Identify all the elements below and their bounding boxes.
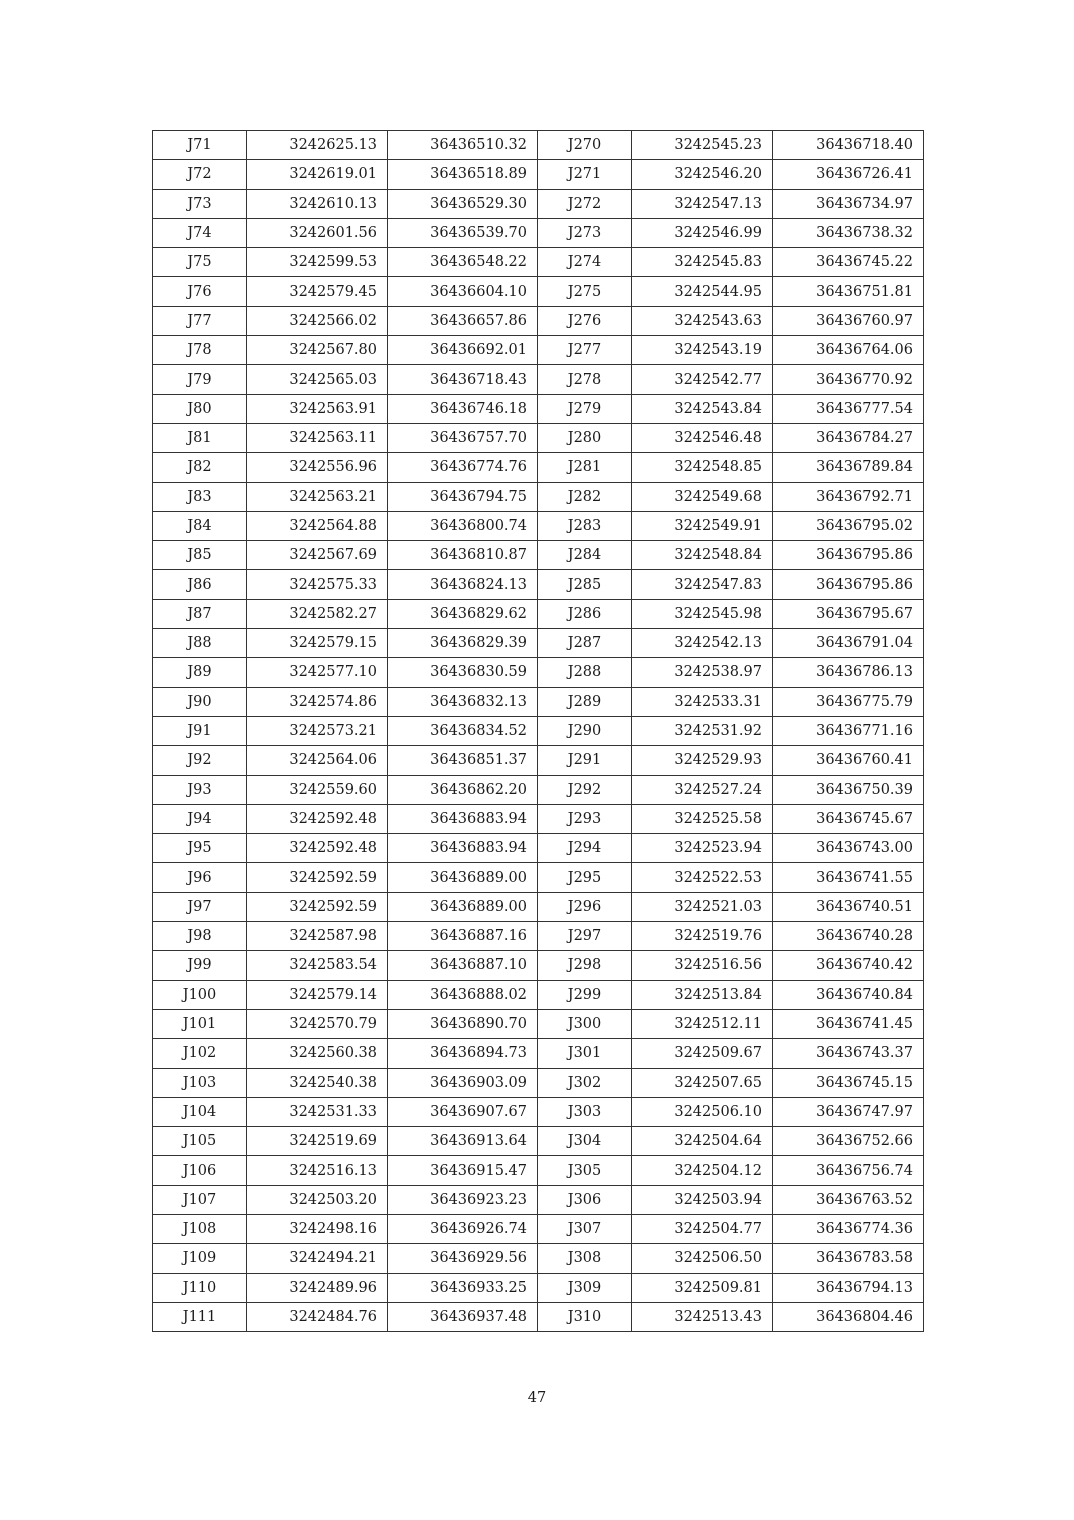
x-coordinate-left: 3242582.27 — [247, 599, 388, 628]
x-coordinate-left: 3242575.33 — [247, 570, 388, 599]
x-coordinate-left: 3242592.59 — [247, 892, 388, 921]
y-coordinate-right: 36436718.40 — [773, 131, 924, 160]
point-id-left: J83 — [153, 482, 247, 511]
x-coordinate-right: 3242531.92 — [632, 716, 773, 745]
x-coordinate-left: 3242564.88 — [247, 511, 388, 540]
x-coordinate-right: 3242512.11 — [632, 1009, 773, 1038]
x-coordinate-right: 3242516.56 — [632, 951, 773, 980]
y-coordinate-right: 36436770.92 — [773, 365, 924, 394]
point-id-left: J89 — [153, 658, 247, 687]
x-coordinate-left: 3242563.11 — [247, 423, 388, 452]
y-coordinate-right: 36436750.39 — [773, 775, 924, 804]
point-id-right: J302 — [538, 1068, 632, 1097]
point-id-left: J90 — [153, 687, 247, 716]
y-coordinate-left: 36436913.64 — [388, 1127, 538, 1156]
y-coordinate-right: 36436795.67 — [773, 599, 924, 628]
x-coordinate-right: 3242504.64 — [632, 1127, 773, 1156]
y-coordinate-right: 36436795.86 — [773, 541, 924, 570]
point-id-left: J88 — [153, 629, 247, 658]
point-id-left: J104 — [153, 1097, 247, 1126]
table-row — [153, 160, 924, 189]
point-id-right: J308 — [538, 1244, 632, 1273]
y-coordinate-left: 36436888.02 — [388, 980, 538, 1009]
point-id-right: J276 — [538, 306, 632, 335]
x-coordinate-left: 3242567.80 — [247, 336, 388, 365]
y-coordinate-left: 36436887.16 — [388, 922, 538, 951]
point-id-left: J71 — [153, 131, 247, 160]
y-coordinate-right: 36436794.13 — [773, 1273, 924, 1302]
point-id-left: J109 — [153, 1244, 247, 1273]
point-id-right: J282 — [538, 482, 632, 511]
y-coordinate-left: 36436890.70 — [388, 1009, 538, 1038]
point-id-left: J96 — [153, 863, 247, 892]
y-coordinate-left: 36436510.32 — [388, 131, 538, 160]
y-coordinate-right: 36436792.71 — [773, 482, 924, 511]
point-id-left: J85 — [153, 541, 247, 570]
point-id-right: J270 — [538, 131, 632, 160]
y-coordinate-right: 36436745.67 — [773, 804, 924, 833]
table-row — [153, 306, 924, 335]
y-coordinate-left: 36436923.23 — [388, 1185, 538, 1214]
x-coordinate-right: 3242549.68 — [632, 482, 773, 511]
point-id-right: J294 — [538, 834, 632, 863]
y-coordinate-left: 36436894.73 — [388, 1039, 538, 1068]
y-coordinate-left: 36436829.62 — [388, 599, 538, 628]
x-coordinate-right: 3242506.10 — [632, 1097, 773, 1126]
point-id-left: J102 — [153, 1039, 247, 1068]
y-coordinate-left: 36436834.52 — [388, 716, 538, 745]
x-coordinate-left: 3242610.13 — [247, 189, 388, 218]
x-coordinate-right: 3242527.24 — [632, 775, 773, 804]
point-id-left: J100 — [153, 980, 247, 1009]
point-id-right: J304 — [538, 1127, 632, 1156]
y-coordinate-right: 36436804.46 — [773, 1302, 924, 1331]
point-id-left: J74 — [153, 218, 247, 247]
x-coordinate-left: 3242540.38 — [247, 1068, 388, 1097]
point-id-right: J279 — [538, 394, 632, 423]
x-coordinate-left: 3242565.03 — [247, 365, 388, 394]
point-id-left: J79 — [153, 365, 247, 394]
y-coordinate-right: 36436775.79 — [773, 687, 924, 716]
table-row — [153, 277, 924, 306]
x-coordinate-right: 3242513.84 — [632, 980, 773, 1009]
y-coordinate-right: 36436740.84 — [773, 980, 924, 1009]
x-coordinate-right: 3242509.81 — [632, 1273, 773, 1302]
point-id-right: J295 — [538, 863, 632, 892]
table-row — [153, 218, 924, 247]
x-coordinate-right: 3242506.50 — [632, 1244, 773, 1273]
point-id-right: J285 — [538, 570, 632, 599]
point-id-left: J95 — [153, 834, 247, 863]
x-coordinate-left: 3242573.21 — [247, 716, 388, 745]
x-coordinate-right: 3242545.83 — [632, 248, 773, 277]
x-coordinate-left: 3242579.45 — [247, 277, 388, 306]
x-coordinate-left: 3242489.96 — [247, 1273, 388, 1302]
point-id-right: J289 — [538, 687, 632, 716]
point-id-right: J284 — [538, 541, 632, 570]
point-id-right: J297 — [538, 922, 632, 951]
x-coordinate-left: 3242563.21 — [247, 482, 388, 511]
table-row — [153, 1097, 924, 1126]
y-coordinate-left: 36436539.70 — [388, 218, 538, 247]
y-coordinate-left: 36436933.25 — [388, 1273, 538, 1302]
y-coordinate-left: 36436604.10 — [388, 277, 538, 306]
y-coordinate-left: 36436794.75 — [388, 482, 538, 511]
x-coordinate-left: 3242559.60 — [247, 775, 388, 804]
y-coordinate-left: 36436829.39 — [388, 629, 538, 658]
x-coordinate-right: 3242548.85 — [632, 453, 773, 482]
y-coordinate-left: 36436887.10 — [388, 951, 538, 980]
point-id-right: J298 — [538, 951, 632, 980]
x-coordinate-right: 3242547.83 — [632, 570, 773, 599]
x-coordinate-left: 3242577.10 — [247, 658, 388, 687]
x-coordinate-right: 3242545.98 — [632, 599, 773, 628]
y-coordinate-left: 36436915.47 — [388, 1156, 538, 1185]
y-coordinate-right: 36436764.06 — [773, 336, 924, 365]
x-coordinate-right: 3242504.77 — [632, 1214, 773, 1243]
table-row — [153, 746, 924, 775]
table-row — [153, 570, 924, 599]
point-id-right: J290 — [538, 716, 632, 745]
table-row — [153, 951, 924, 980]
x-coordinate-right: 3242543.63 — [632, 306, 773, 335]
y-coordinate-left: 36436774.76 — [388, 453, 538, 482]
point-id-right: J287 — [538, 629, 632, 658]
table-row — [153, 1302, 924, 1331]
y-coordinate-right: 36436747.97 — [773, 1097, 924, 1126]
x-coordinate-left: 3242592.59 — [247, 863, 388, 892]
point-id-left: J78 — [153, 336, 247, 365]
y-coordinate-right: 36436786.13 — [773, 658, 924, 687]
y-coordinate-left: 36436529.30 — [388, 189, 538, 218]
point-id-left: J97 — [153, 892, 247, 921]
y-coordinate-right: 36436741.55 — [773, 863, 924, 892]
y-coordinate-left: 36436657.86 — [388, 306, 538, 335]
x-coordinate-left: 3242564.06 — [247, 746, 388, 775]
y-coordinate-left: 36436862.20 — [388, 775, 538, 804]
y-coordinate-left: 36436889.00 — [388, 863, 538, 892]
point-id-left: J75 — [153, 248, 247, 277]
x-coordinate-right: 3242529.93 — [632, 746, 773, 775]
y-coordinate-right: 36436756.74 — [773, 1156, 924, 1185]
x-coordinate-right: 3242546.48 — [632, 423, 773, 452]
point-id-right: J288 — [538, 658, 632, 687]
point-id-left: J106 — [153, 1156, 247, 1185]
x-coordinate-left: 3242498.16 — [247, 1214, 388, 1243]
point-id-left: J73 — [153, 189, 247, 218]
point-id-left: J110 — [153, 1273, 247, 1302]
x-coordinate-left: 3242570.79 — [247, 1009, 388, 1038]
x-coordinate-right: 3242542.77 — [632, 365, 773, 394]
table-row — [153, 1214, 924, 1243]
table-row — [153, 453, 924, 482]
table-row — [153, 541, 924, 570]
table-row — [153, 629, 924, 658]
y-coordinate-right: 36436751.81 — [773, 277, 924, 306]
point-id-left: J84 — [153, 511, 247, 540]
y-coordinate-left: 36436929.56 — [388, 1244, 538, 1273]
x-coordinate-right: 3242544.95 — [632, 277, 773, 306]
x-coordinate-left: 3242601.56 — [247, 218, 388, 247]
y-coordinate-left: 36436883.94 — [388, 804, 538, 833]
y-coordinate-right: 36436740.51 — [773, 892, 924, 921]
table-row — [153, 1156, 924, 1185]
table-row — [153, 1039, 924, 1068]
y-coordinate-right: 36436726.41 — [773, 160, 924, 189]
x-coordinate-left: 3242566.02 — [247, 306, 388, 335]
x-coordinate-right: 3242548.84 — [632, 541, 773, 570]
table-row — [153, 1127, 924, 1156]
table-row — [153, 131, 924, 160]
x-coordinate-right: 3242519.76 — [632, 922, 773, 951]
table-row — [153, 1068, 924, 1097]
y-coordinate-right: 36436771.16 — [773, 716, 924, 745]
x-coordinate-left: 3242619.01 — [247, 160, 388, 189]
x-coordinate-right: 3242525.58 — [632, 804, 773, 833]
x-coordinate-right: 3242521.03 — [632, 892, 773, 921]
x-coordinate-right: 3242503.94 — [632, 1185, 773, 1214]
x-coordinate-right: 3242543.84 — [632, 394, 773, 423]
table-row — [153, 687, 924, 716]
y-coordinate-right: 36436774.36 — [773, 1214, 924, 1243]
point-id-right: J303 — [538, 1097, 632, 1126]
x-coordinate-right: 3242507.65 — [632, 1068, 773, 1097]
point-id-left: J87 — [153, 599, 247, 628]
y-coordinate-left: 36436746.18 — [388, 394, 538, 423]
point-id-left: J103 — [153, 1068, 247, 1097]
x-coordinate-right: 3242545.23 — [632, 131, 773, 160]
table-row — [153, 1009, 924, 1038]
x-coordinate-right: 3242504.12 — [632, 1156, 773, 1185]
y-coordinate-left: 36436548.22 — [388, 248, 538, 277]
y-coordinate-right: 36436763.52 — [773, 1185, 924, 1214]
point-id-right: J293 — [538, 804, 632, 833]
table-row — [153, 394, 924, 423]
point-id-right: J274 — [538, 248, 632, 277]
y-coordinate-right: 36436740.42 — [773, 951, 924, 980]
y-coordinate-left: 36436907.67 — [388, 1097, 538, 1126]
y-coordinate-left: 36436832.13 — [388, 687, 538, 716]
point-id-left: J92 — [153, 746, 247, 775]
x-coordinate-left: 3242563.91 — [247, 394, 388, 423]
x-coordinate-right: 3242533.31 — [632, 687, 773, 716]
point-id-right: J296 — [538, 892, 632, 921]
x-coordinate-left: 3242519.69 — [247, 1127, 388, 1156]
point-id-left: J101 — [153, 1009, 247, 1038]
x-coordinate-left: 3242556.96 — [247, 453, 388, 482]
x-coordinate-left: 3242599.53 — [247, 248, 388, 277]
table-row — [153, 1273, 924, 1302]
point-id-right: J275 — [538, 277, 632, 306]
table-row — [153, 482, 924, 511]
table-row — [153, 189, 924, 218]
y-coordinate-right: 36436743.37 — [773, 1039, 924, 1068]
point-id-right: J283 — [538, 511, 632, 540]
table-row — [153, 775, 924, 804]
y-coordinate-right: 36436760.97 — [773, 306, 924, 335]
x-coordinate-left: 3242574.86 — [247, 687, 388, 716]
y-coordinate-left: 36436937.48 — [388, 1302, 538, 1331]
table-row — [153, 1244, 924, 1273]
point-id-right: J273 — [538, 218, 632, 247]
point-id-left: J76 — [153, 277, 247, 306]
point-id-left: J94 — [153, 804, 247, 833]
x-coordinate-left: 3242583.54 — [247, 951, 388, 980]
y-coordinate-left: 36436718.43 — [388, 365, 538, 394]
y-coordinate-left: 36436889.00 — [388, 892, 538, 921]
y-coordinate-left: 36436883.94 — [388, 834, 538, 863]
point-id-right: J301 — [538, 1039, 632, 1068]
y-coordinate-right: 36436760.41 — [773, 746, 924, 775]
y-coordinate-right: 36436752.66 — [773, 1127, 924, 1156]
point-id-right: J291 — [538, 746, 632, 775]
x-coordinate-right: 3242523.94 — [632, 834, 773, 863]
x-coordinate-right: 3242509.67 — [632, 1039, 773, 1068]
x-coordinate-right: 3242542.13 — [632, 629, 773, 658]
y-coordinate-right: 36436795.02 — [773, 511, 924, 540]
point-id-right: J277 — [538, 336, 632, 365]
x-coordinate-left: 3242503.20 — [247, 1185, 388, 1214]
table-row — [153, 248, 924, 277]
point-id-left: J111 — [153, 1302, 247, 1331]
y-coordinate-left: 36436810.87 — [388, 541, 538, 570]
point-id-left: J105 — [153, 1127, 247, 1156]
point-id-left: J93 — [153, 775, 247, 804]
point-id-right: J280 — [538, 423, 632, 452]
table-row — [153, 892, 924, 921]
x-coordinate-left: 3242516.13 — [247, 1156, 388, 1185]
x-coordinate-left: 3242625.13 — [247, 131, 388, 160]
point-id-left: J108 — [153, 1214, 247, 1243]
y-coordinate-right: 36436784.27 — [773, 423, 924, 452]
point-id-left: J86 — [153, 570, 247, 599]
point-id-left: J82 — [153, 453, 247, 482]
y-coordinate-left: 36436800.74 — [388, 511, 538, 540]
point-id-left: J72 — [153, 160, 247, 189]
x-coordinate-left: 3242567.69 — [247, 541, 388, 570]
y-coordinate-right: 36436791.04 — [773, 629, 924, 658]
table-row — [153, 922, 924, 951]
page-number: 47 — [527, 1390, 547, 1406]
table-row — [153, 599, 924, 628]
y-coordinate-right: 36436740.28 — [773, 922, 924, 951]
point-id-left: J107 — [153, 1185, 247, 1214]
table-row — [153, 423, 924, 452]
point-id-right: J300 — [538, 1009, 632, 1038]
x-coordinate-left: 3242592.48 — [247, 834, 388, 863]
y-coordinate-right: 36436743.00 — [773, 834, 924, 863]
y-coordinate-left: 36436692.01 — [388, 336, 538, 365]
x-coordinate-left: 3242587.98 — [247, 922, 388, 951]
point-id-right: J278 — [538, 365, 632, 394]
point-id-left: J80 — [153, 394, 247, 423]
x-coordinate-right: 3242513.43 — [632, 1302, 773, 1331]
x-coordinate-right: 3242538.97 — [632, 658, 773, 687]
point-id-right: J307 — [538, 1214, 632, 1243]
y-coordinate-right: 36436734.97 — [773, 189, 924, 218]
point-id-right: J286 — [538, 599, 632, 628]
y-coordinate-right: 36436795.86 — [773, 570, 924, 599]
y-coordinate-left: 36436757.70 — [388, 423, 538, 452]
coordinate-table-body — [153, 131, 924, 1332]
y-coordinate-right: 36436745.15 — [773, 1068, 924, 1097]
table-row — [153, 365, 924, 394]
coordinate-table — [152, 130, 924, 1332]
x-coordinate-right: 3242522.53 — [632, 863, 773, 892]
y-coordinate-right: 36436741.45 — [773, 1009, 924, 1038]
point-id-left: J91 — [153, 716, 247, 745]
point-id-right: J281 — [538, 453, 632, 482]
point-id-left: J98 — [153, 922, 247, 951]
point-id-right: J305 — [538, 1156, 632, 1185]
table-row — [153, 804, 924, 833]
point-id-right: J271 — [538, 160, 632, 189]
point-id-right: J306 — [538, 1185, 632, 1214]
x-coordinate-left: 3242579.14 — [247, 980, 388, 1009]
x-coordinate-left: 3242579.15 — [247, 629, 388, 658]
y-coordinate-left: 36436851.37 — [388, 746, 538, 775]
point-id-right: J292 — [538, 775, 632, 804]
x-coordinate-left: 3242560.38 — [247, 1039, 388, 1068]
y-coordinate-left: 36436926.74 — [388, 1214, 538, 1243]
y-coordinate-right: 36436789.84 — [773, 453, 924, 482]
table-row — [153, 336, 924, 365]
point-id-left: J99 — [153, 951, 247, 980]
point-id-left: J77 — [153, 306, 247, 335]
table-row — [153, 658, 924, 687]
x-coordinate-left: 3242484.76 — [247, 1302, 388, 1331]
x-coordinate-right: 3242546.99 — [632, 218, 773, 247]
table-row — [153, 834, 924, 863]
point-id-right: J309 — [538, 1273, 632, 1302]
x-coordinate-left: 3242531.33 — [247, 1097, 388, 1126]
x-coordinate-right: 3242543.19 — [632, 336, 773, 365]
point-id-right: J272 — [538, 189, 632, 218]
point-id-left: J81 — [153, 423, 247, 452]
y-coordinate-right: 36436745.22 — [773, 248, 924, 277]
table-row — [153, 511, 924, 540]
y-coordinate-right: 36436777.54 — [773, 394, 924, 423]
x-coordinate-left: 3242592.48 — [247, 804, 388, 833]
x-coordinate-right: 3242546.20 — [632, 160, 773, 189]
x-coordinate-right: 3242547.13 — [632, 189, 773, 218]
y-coordinate-right: 36436783.58 — [773, 1244, 924, 1273]
table-row — [153, 980, 924, 1009]
y-coordinate-right: 36436738.32 — [773, 218, 924, 247]
point-id-right: J299 — [538, 980, 632, 1009]
table-row — [153, 716, 924, 745]
y-coordinate-left: 36436830.59 — [388, 658, 538, 687]
y-coordinate-left: 36436903.09 — [388, 1068, 538, 1097]
x-coordinate-left: 3242494.21 — [247, 1244, 388, 1273]
point-id-right: J310 — [538, 1302, 632, 1331]
y-coordinate-left: 36436518.89 — [388, 160, 538, 189]
x-coordinate-right: 3242549.91 — [632, 511, 773, 540]
table-row — [153, 863, 924, 892]
y-coordinate-left: 36436824.13 — [388, 570, 538, 599]
table-row — [153, 1185, 924, 1214]
